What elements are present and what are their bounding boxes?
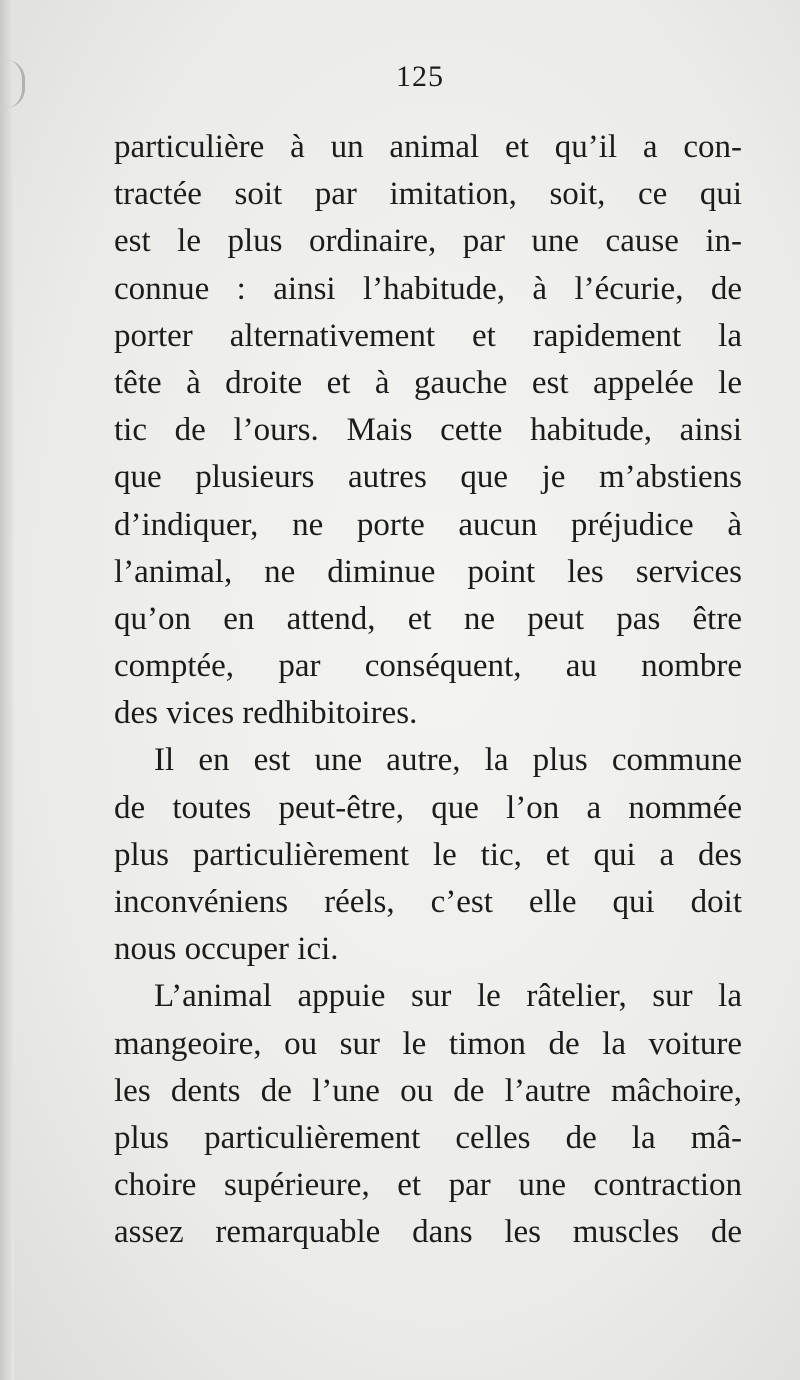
text-line: Il en est une autre, la plus commune (154, 742, 742, 779)
text-line: qu’on en attend, et ne peut pas être (114, 600, 742, 637)
text-line: connue : ainsi l’habitude, à l’écurie, de (114, 270, 742, 307)
text-line: particulière à un animal et qu’il a con- (114, 129, 742, 165)
text-line: mangeoire, ou sur le timon de la voiture (114, 1025, 742, 1062)
text-line: de toutes peut-être, que l’on a nommée (114, 789, 742, 826)
text-line: nous occuper ici. (114, 931, 339, 968)
text-line: tête à droite et à gauche est appelée le (114, 364, 742, 401)
paragraph-3 (114, 973, 742, 1256)
text-line: L’animal appuie sur le râtelier, sur la (154, 978, 742, 1015)
text-line: plus particulièrement celles de la mâ- (114, 1119, 742, 1156)
text-line: porter alternativement et rapidement la (114, 317, 742, 354)
text-line: d’indiquer, ne porte aucun préjudice à (114, 506, 742, 543)
text-line: les dents de l’une ou de l’autre mâchoire, (114, 1072, 742, 1109)
paragraph-2 (114, 737, 742, 973)
text-line: tractée soit par imitation, soit, ce qui (114, 176, 742, 213)
text-line: l’animal, ne diminue point les services (114, 553, 742, 590)
body-text (114, 124, 742, 1257)
page-number: 125 (396, 60, 444, 93)
text-line: est le plus ordinaire, par une cause in- (114, 223, 742, 260)
paragraph-1 (114, 124, 742, 737)
text-line: plus particulièrement le tic, et qui a des (114, 836, 742, 873)
text-line: inconvéniens réels, c’est elle qui doit (114, 884, 742, 920)
text-line: tic de l’ours. Mais cette habitude, ainsi (114, 412, 742, 449)
text-line: des vices redhibitoires. (114, 695, 418, 732)
text-line: choire supérieure, et par une contraction (114, 1167, 742, 1204)
text-line: que plusieurs autres que je m’abstiens (114, 459, 742, 496)
page-edge-shadow (0, 0, 14, 1380)
text-line: comptée, par conséquent, au nombre (114, 648, 742, 685)
text-line: assez remarquable dans les muscles de (114, 1214, 742, 1251)
